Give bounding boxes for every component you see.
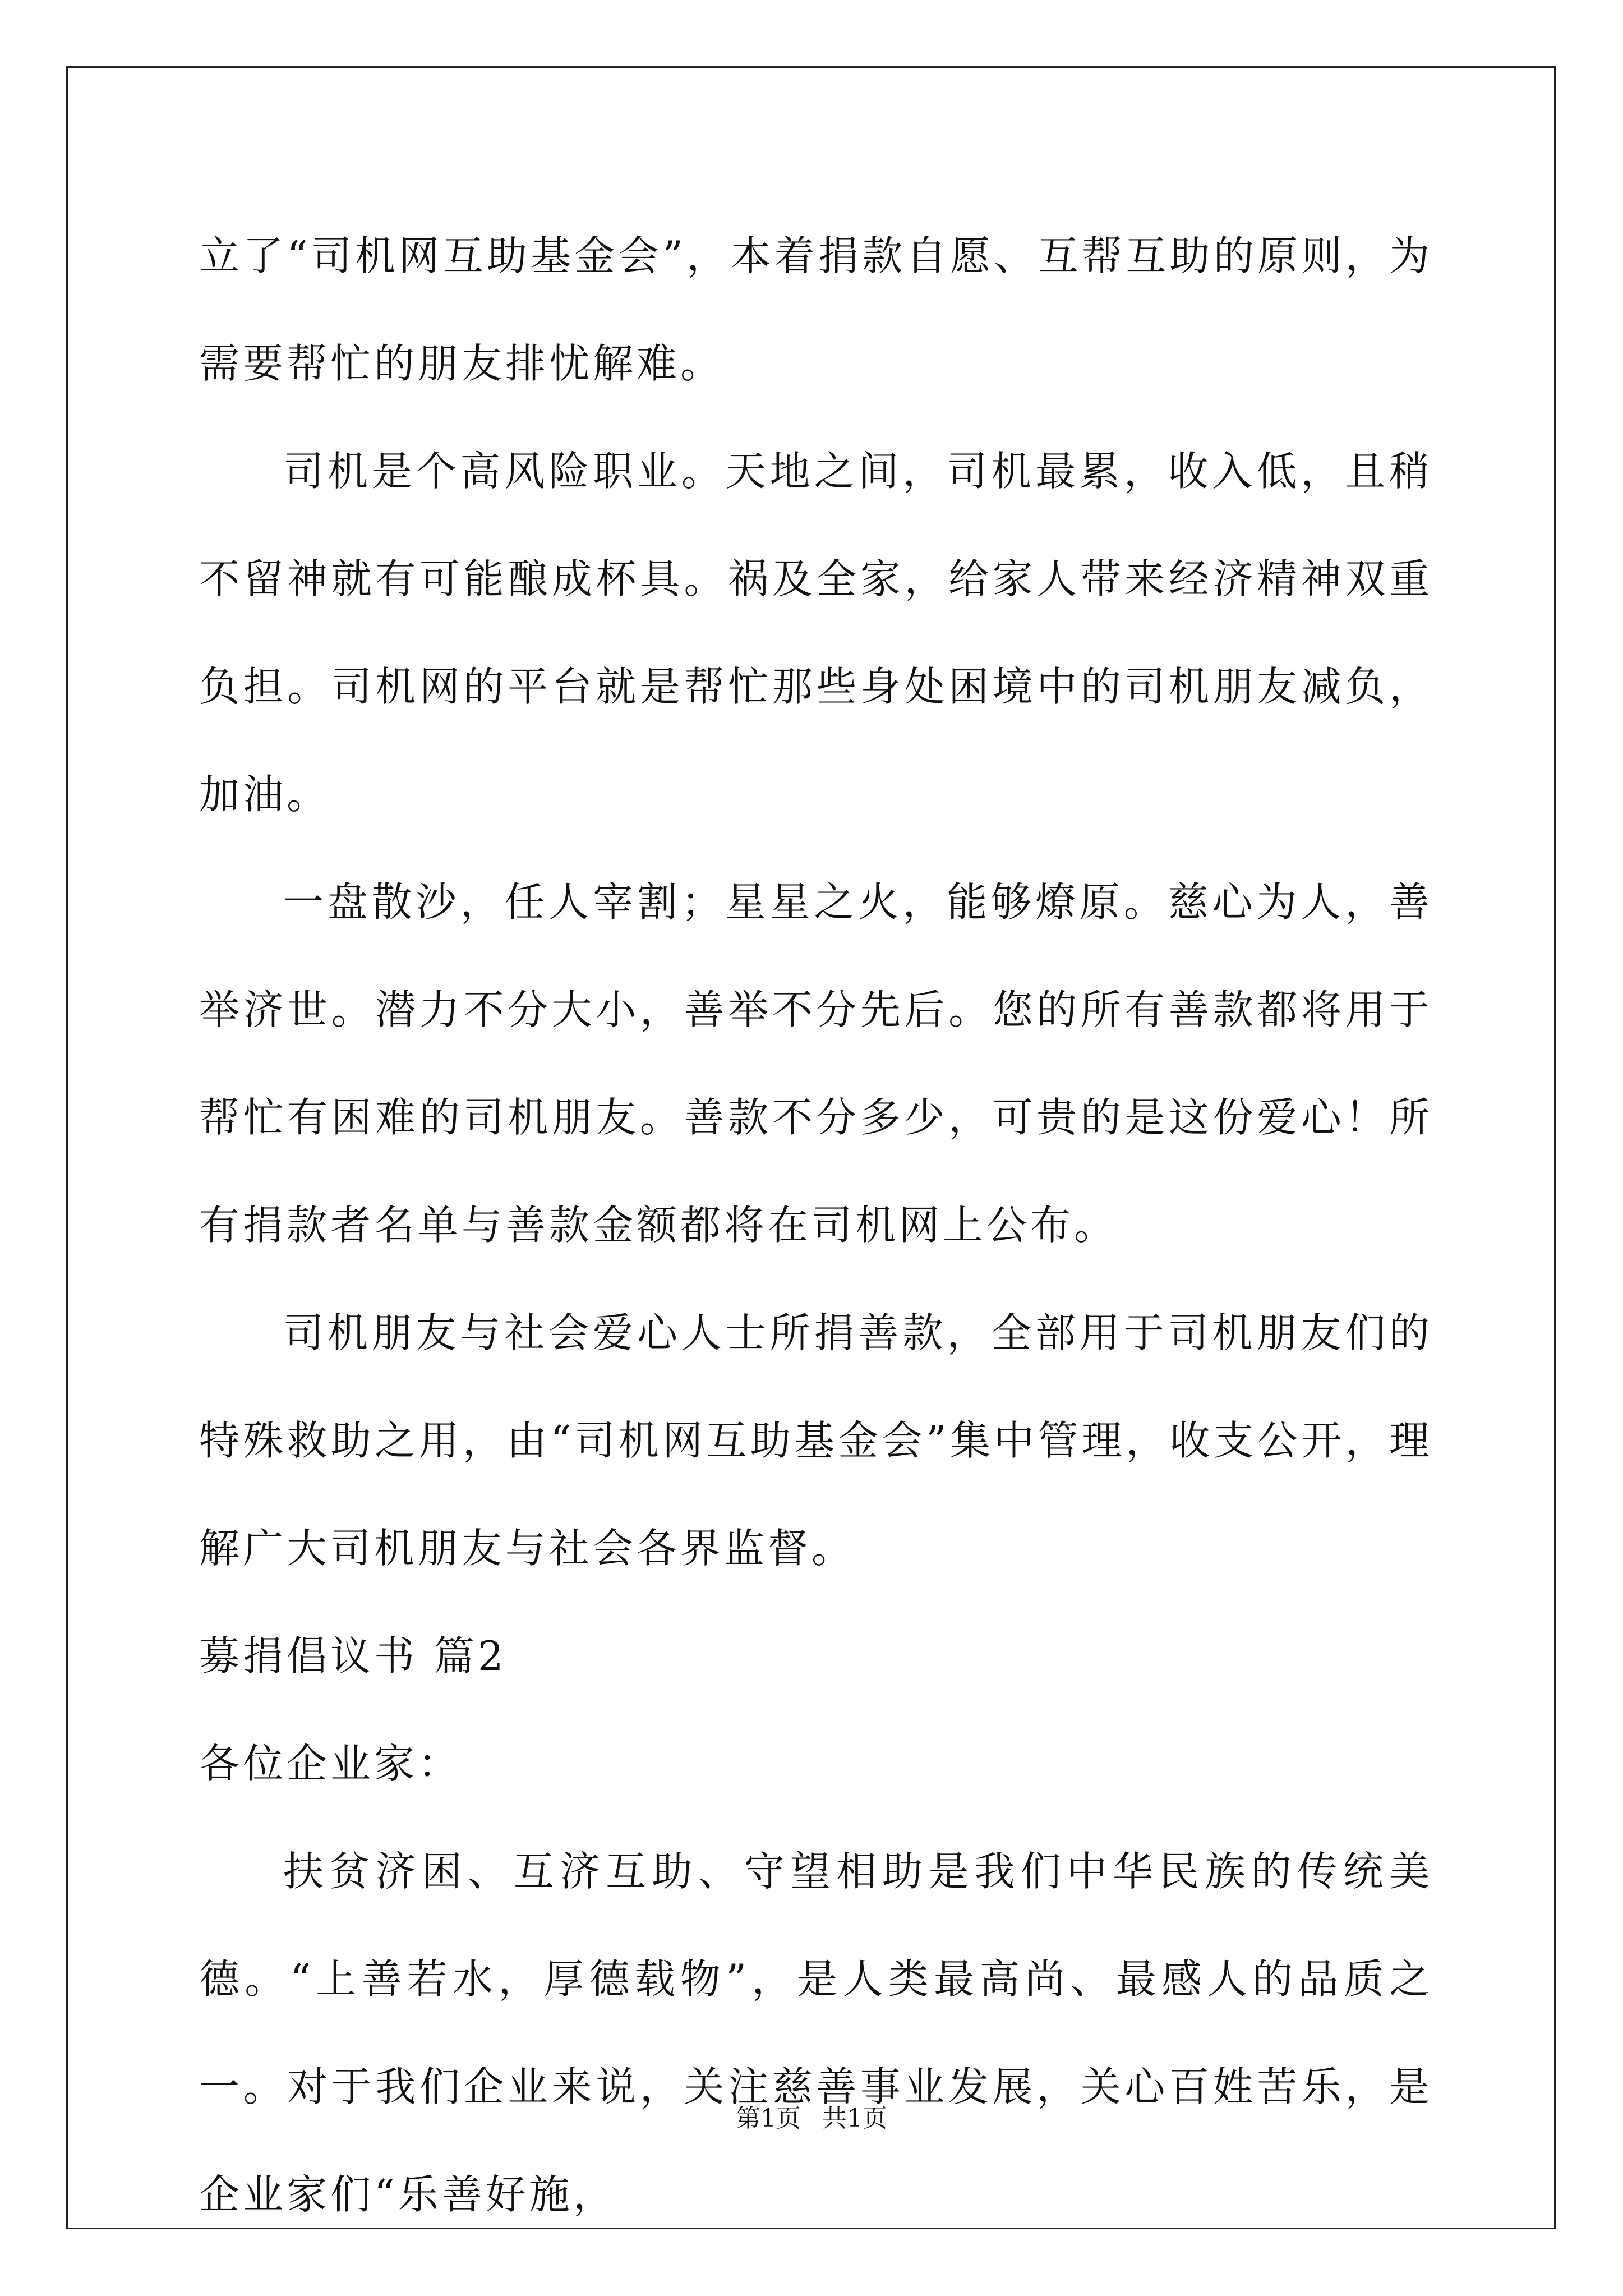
page-total: 共1页 — [822, 2104, 887, 2133]
page-footer — [0, 2098, 1623, 2134]
paragraph-4: 司机朋友与社会爱心人士所捐善款，全部用于司机朋友们的特殊救助之用，由“司机网互助基金会”集中管理，收支公开，理解广大司机朋友与社会各界监督。 — [199, 1309, 1433, 1572]
paragraph-1: 立了“司机网互助基金会”，本着捐款自愿、互帮互助的原则，为需要帮忙的朋友排忧解难。 — [199, 232, 1433, 387]
page-number: 第1页 — [736, 2104, 801, 2133]
salutation: 各位企业家： — [199, 1740, 462, 1787]
paragraph-2: 司机是个高风险职业。天地之间，司机最累，收入低，且稍不留神就有可能酿成杯具。祸及全家，给家人带来经济精神双重负担。司机网的平台就是帮忙那些身处困境中的司机朋友减负，加油。 — [199, 448, 1433, 818]
section-heading: 募捐倡议书 篇2 — [199, 1632, 507, 1680]
document-body — [199, 202, 1433, 2248]
paragraph-5: 扶贫济困、互济互助、守望相助是我们中华民族的传统美德。“上善若水，厚德载物”，是人类最高尚、最感人的品质之一。对于我们企业来说，关注慈善事业发展，关心百姓苦乐，是企业家们“乐善好施， — [199, 1848, 1433, 2218]
paragraph-3: 一盘散沙，任人宰割；星星之火，能够燎原。慈心为人，善举济世。潜力不分大小，善举不分先后。您的所有善款都将用于帮忙有困难的司机朋友。善款不分多少，可贵的是这份爱心！所有捐款者名单与善款金额都将在司机网上公布。 — [199, 878, 1433, 1249]
